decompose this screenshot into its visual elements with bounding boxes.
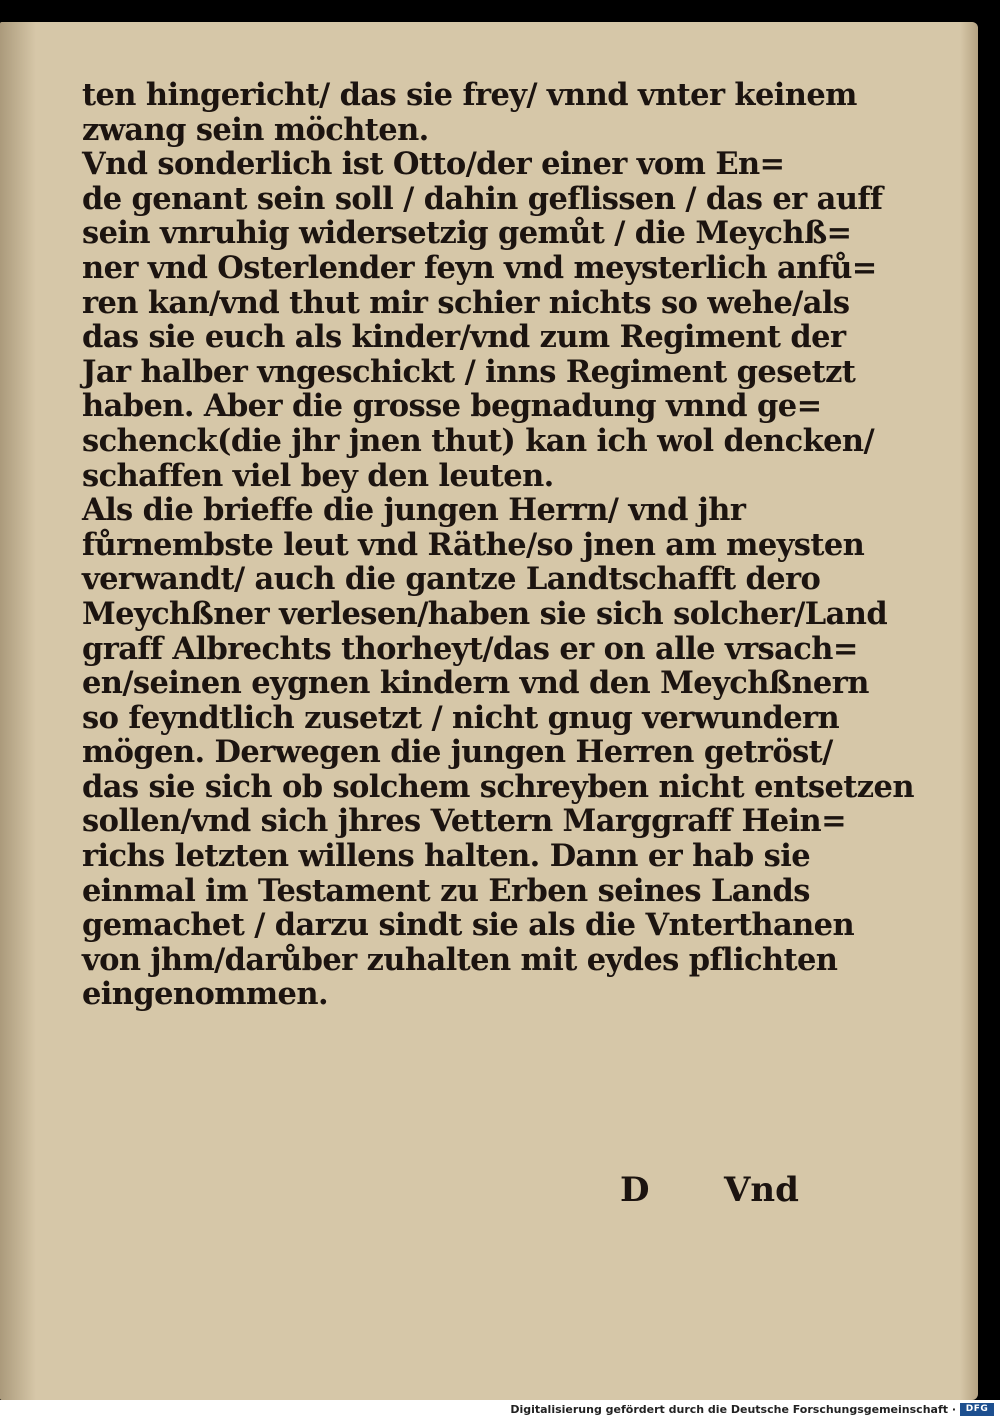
spine-shadow: [0, 22, 36, 1400]
text-line: so feyndtlich zusetzt / nicht gnug verwundern: [82, 699, 840, 736]
text-line: ner vnd Osterlender feyn vnd meysterlich anfů=: [82, 249, 877, 286]
funding-credit: Digitalisierung gefördert durch die Deutsche Forschungsgemeinschaft ·: [510, 1403, 956, 1416]
text-line: schaffen viel bey den leuten.: [82, 457, 554, 494]
text-line: von jhm/darůber zuhalten mit eydes pflichten: [82, 941, 838, 978]
text-line: Vnd sonderlich ist Otto/der einer vom En=: [82, 146, 785, 183]
text-line: verwandt/ auch die gantze Landtschafft dero: [82, 561, 821, 598]
signature-mark: D: [620, 1170, 650, 1210]
text-line: das sie sich ob solchem schreyben nicht entsetzen: [82, 768, 914, 805]
dfg-logo: DFG: [960, 1403, 994, 1416]
footer-bar: [0, 1400, 1000, 1420]
text-line: Jar halber vngeschickt / inns Regiment gesetzt: [82, 353, 856, 390]
text-line: Meychßner verlesen/haben sie sich solcher/Land: [82, 595, 888, 632]
text-line: schenck(die jhr jnen thut) kan ich wol dencken/: [82, 422, 875, 459]
text-line: haben. Aber die grosse begnadung vnnd ge=: [82, 388, 822, 425]
text-line: eingenommen.: [82, 976, 328, 1013]
text-line: Als die brieffe die jungen Herrn/ vnd jhr: [82, 492, 746, 529]
page-edge-shadow: [960, 22, 978, 1400]
text-line: zwang sein möchten.: [82, 111, 429, 148]
text-line: fůrnembste leut vnd Räthe/so jnen am meysten: [82, 526, 865, 563]
page-text: [82, 77, 914, 1013]
text-line: sein vnruhig widersetzig gemůt / die Meychß=: [82, 215, 852, 252]
text-line: einmal im Testament zu Erben seines Lands: [82, 872, 810, 909]
text-line: graff Albrechts thorheyt/das er on alle vrsach=: [82, 630, 858, 667]
text-line: richs letzten willens halten. Dann er hab sie: [82, 838, 811, 875]
text-line: sollen/vnd sich jhres Vettern Marggraff Hein=: [82, 803, 847, 840]
text-line: gemachet / darzu sindt sie als die Vnterthanen: [82, 907, 855, 944]
text-line: de genant sein soll / dahin geflissen / das er auff: [82, 180, 883, 217]
text-line: en/seinen eygnen kindern vnd den Meychßnern: [82, 665, 869, 702]
text-line: ren kan/vnd thut mir schier nichts so wehe/als: [82, 284, 850, 321]
book-page: [0, 22, 978, 1400]
text-line: ten hingericht/ das sie frey/ vnnd vnter keinem: [82, 77, 857, 113]
catchword: Vnd: [724, 1170, 799, 1210]
text-line: mögen. Derwegen die jungen Herren getröst/: [82, 734, 833, 771]
text-line: das sie euch als kinder/vnd zum Regiment der: [82, 319, 846, 356]
